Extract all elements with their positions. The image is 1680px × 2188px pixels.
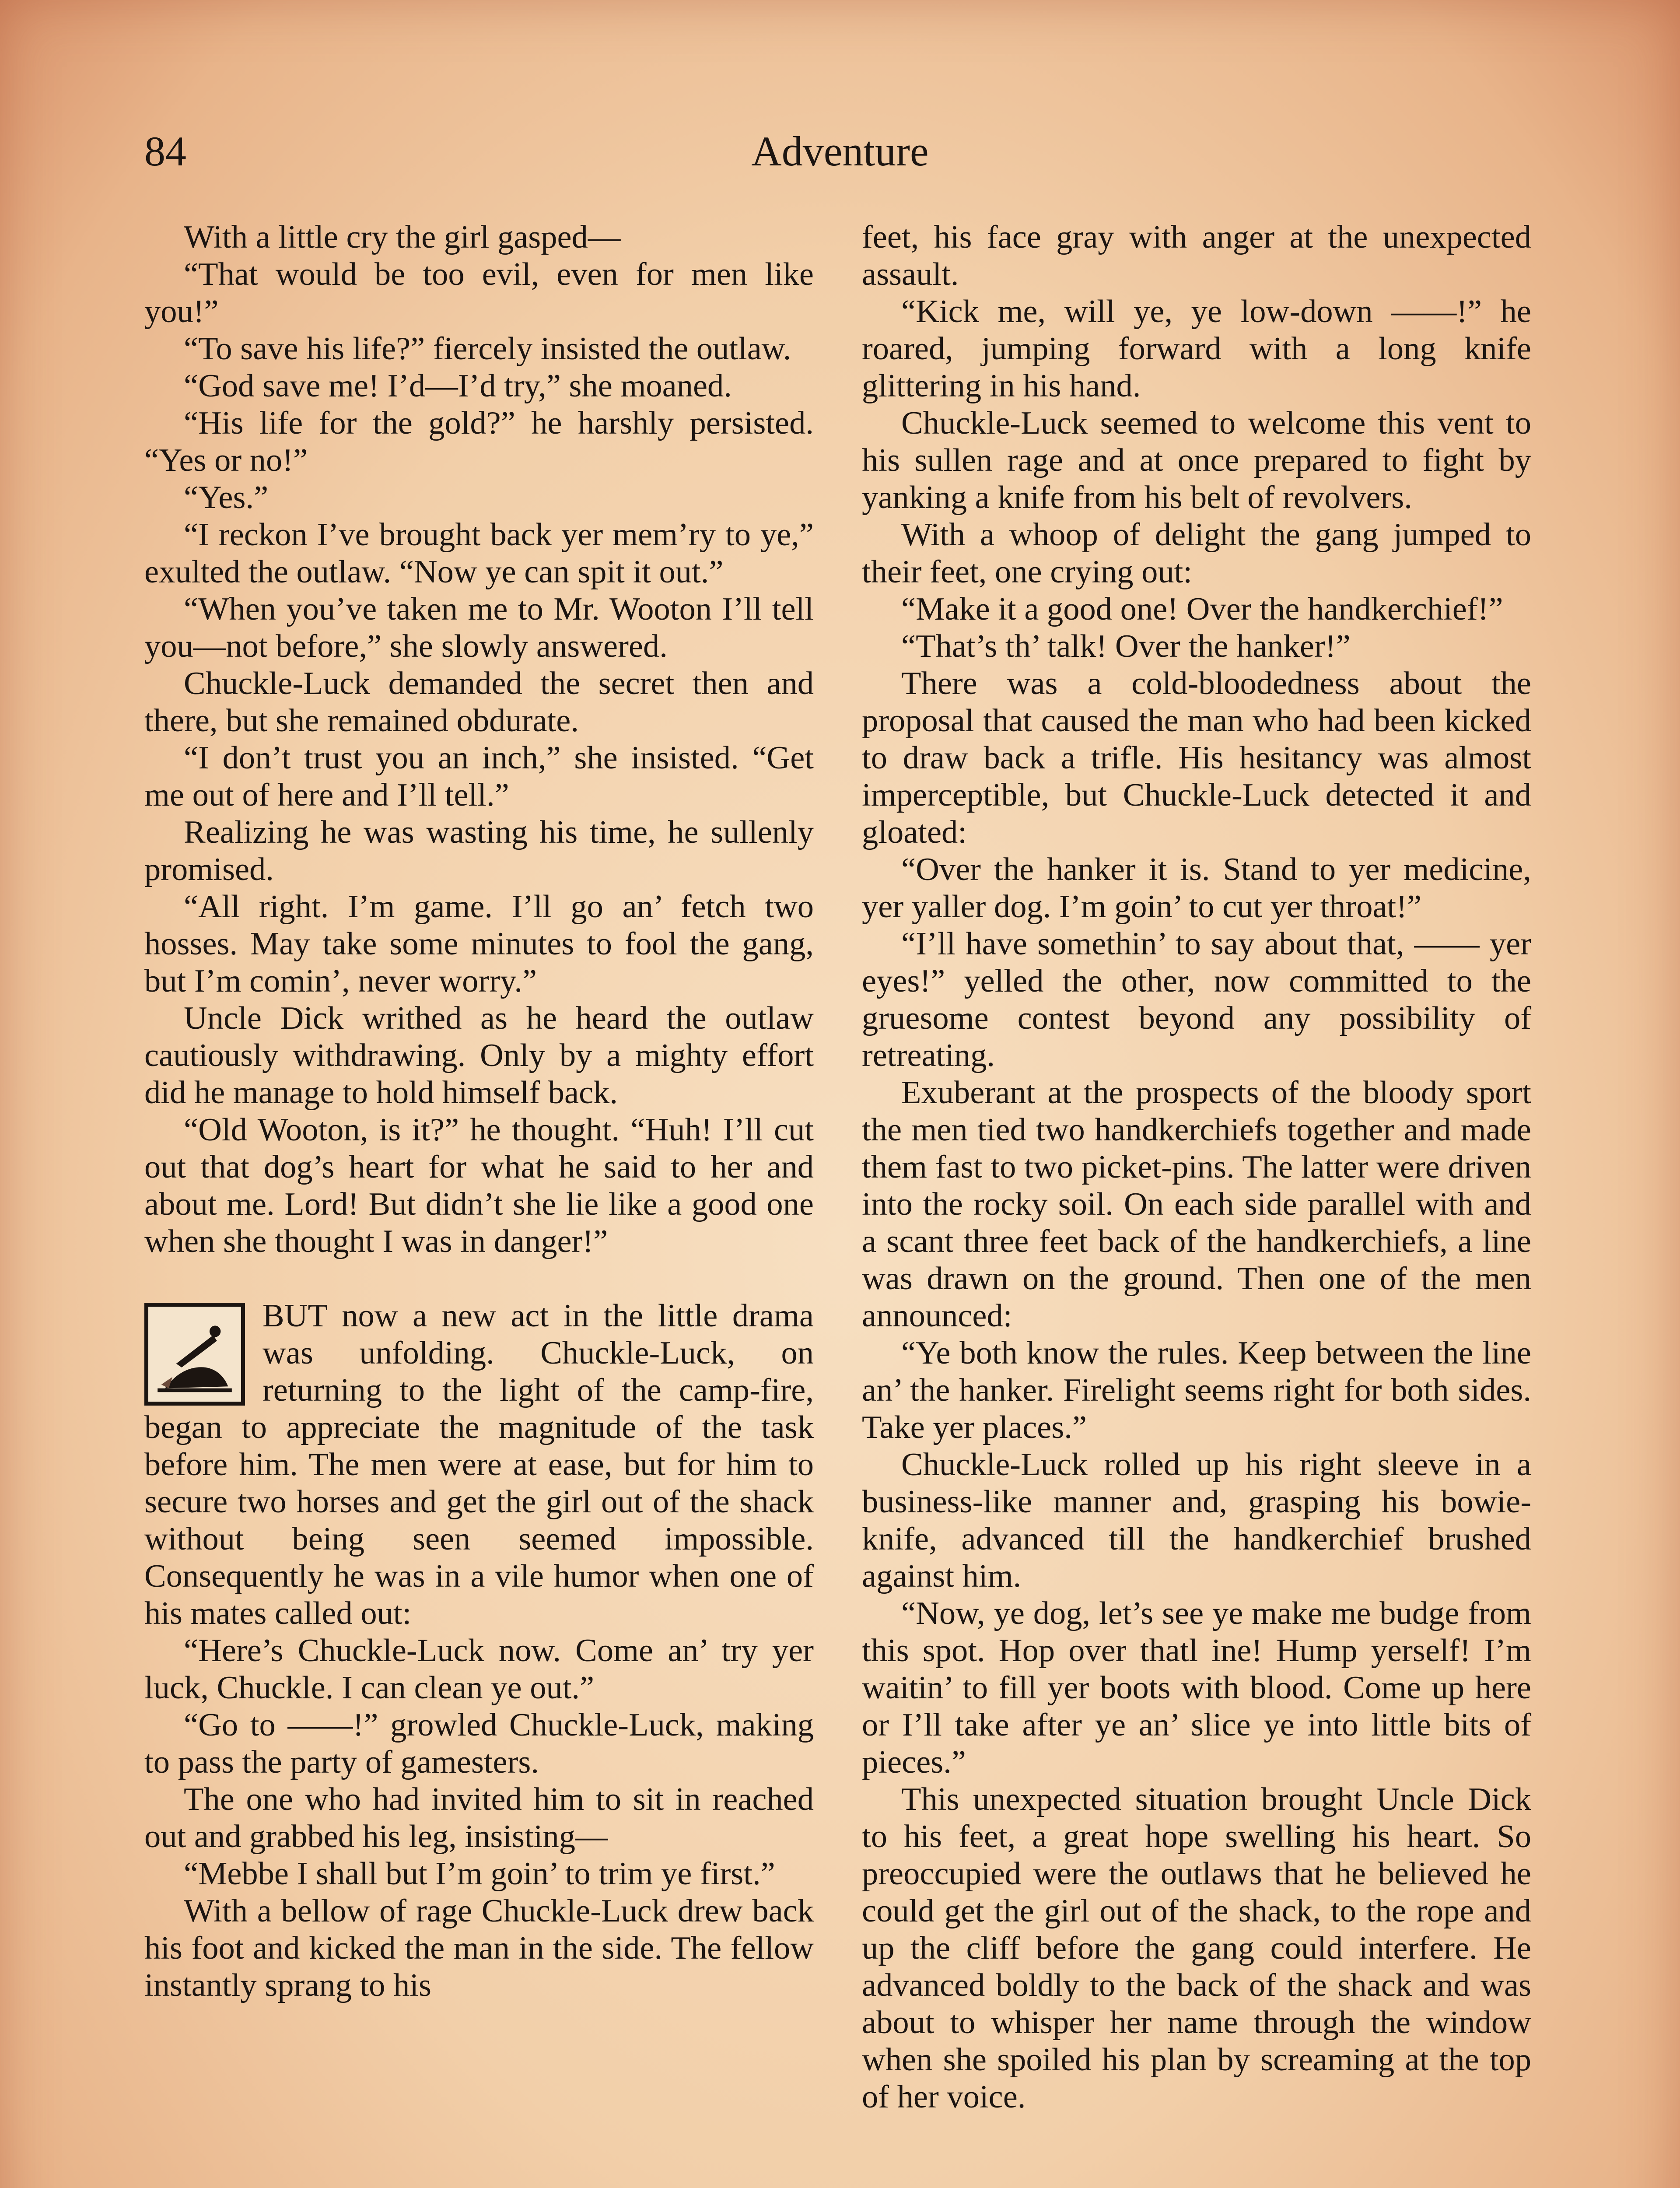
section-opening-paragraph: [144, 1297, 814, 1632]
paragraph: “When you’ve taken me to Mr. Wooton I’ll tell you—not before,” she slowly answered.: [144, 591, 814, 664]
paragraph: “Ye both know the rules. Keep between the line an’ the hanker. Firelight seems right for both sides. Take yer places.”: [862, 1335, 1531, 1445]
paragraph: “I don’t trust you an inch,” she insisted. “Get me out of here and I’ll tell.”: [144, 740, 814, 813]
paragraph: Chuckle-Luck seemed to welcome this vent to his sullen rage and at once prepared to fight by yanking a knife from his belt of revolvers.: [862, 405, 1531, 515]
paragraph: “Kick me, will ye, ye low-down ——!” he roared, jumping forward with a long knife glittering in his hand.: [862, 294, 1531, 404]
paragraph: “Mebbe I shall but I’m goin’ to trim ye first.”: [184, 1856, 775, 1892]
paragraph: Uncle Dick writhed as he heard the outlaw cautiously withdrawing. Only by a mighty effort did he manage to hold himself back.: [144, 1000, 814, 1111]
paragraph: “That would be too evil, even for men like you!”: [144, 256, 814, 330]
paragraph: “God save me! I’d—I’d try,” she moaned.: [184, 368, 732, 404]
paragraph: There was a cold-bloodedness about the proposal that caused the man who had been kicked to draw back a trifle. His hesitancy was almost imperceptible, but Chuckle-Luck detected it and gloated:: [862, 666, 1531, 850]
paragraph: Chuckle-Luck demanded the secret then and there, but she remained obdurate.: [144, 666, 814, 739]
paragraph: “To save his life?” fiercely insisted the outlaw.: [184, 331, 791, 367]
paragraph: This unexpected situation brought Uncle Dick to his feet, a great hope swelling his heart. So preoccupied were the outlaws that he believed he could get the girl out of the shack, to the rope and up the cliff before the gang could interfere. He advanced boldly to the back of the shack and was about to whisper her name through the window when she spoiled his plan by screaming at the top of her voice.: [862, 1781, 1531, 2115]
paragraph: Realizing he was wasting his time, he sullenly promised.: [144, 814, 814, 887]
paragraph: “Go to ——!” growled Chuckle-Luck, making to pass the party of gamesters.: [144, 1707, 814, 1780]
running-title: Adventure: [751, 128, 929, 175]
paragraph: Chuckle-Luck rolled up his right sleeve in a business-like manner and, grasping his bowie-knife, advanced till the handkerchief brushed against him.: [862, 1447, 1531, 1594]
paragraph: “His life for the gold?” he harshly persisted. “Yes or no!”: [144, 405, 814, 478]
paragraph: The one who had invited him to sit in reached out and grabbed his leg, insisting—: [144, 1781, 814, 1855]
paragraph: With a bellow of rage Chuckle-Luck drew back his foot and kicked the man in the side. The fellow instantly sprang to his: [144, 1893, 814, 2003]
right-column: [862, 219, 1531, 2116]
paragraph: “Here’s Chuckle-Luck now. Come an’ try yer luck, Chuckle. I can clean ye out.”: [144, 1633, 814, 1706]
paragraph: With a little cry the girl gasped—: [184, 219, 621, 255]
paragraph: “I’ll have somethin’ to say about that, —— yer eyes!” yelled the other, now committed to the gruesome contest beyond any possibility of retreating.: [862, 926, 1531, 1073]
left-column: [144, 219, 814, 2004]
paragraph: “I reckon I’ve brought back yer mem’ry to ye,” exulted the outlaw. “Now ye can spit it out.”: [144, 517, 814, 590]
paragraph: “Over the hanker it is. Stand to yer medicine, yer yaller dog. I’m goin’ to cut yer throat!”: [862, 852, 1531, 925]
paragraph: “Old Wooton, is it?” he thought. “Huh! I’ll cut out that dog’s heart for what he said to her and about me. Lord! But didn’t she lie like a good one when she thought I was in danger!”: [144, 1112, 814, 1259]
paragraph: “Make it a good one! Over the handkerchief!”: [901, 591, 1503, 627]
paragraph: With a whoop of delight the gang jumped to their feet, one crying out:: [862, 517, 1531, 590]
paragraph: “Yes.”: [184, 480, 269, 515]
paragraph: “That’s th’ talk! Over the hanker!”: [901, 628, 1351, 664]
paragraph: “Now, ye dog, let’s see ye make me budge from this spot. Hop over thatl ine! Hump yerself! I’m waitin’ to fill yer boots with blood. Come up here or I’ll take after ye an’ slice ye into little bits of pieces.”: [862, 1595, 1531, 1780]
page-number: 84: [144, 128, 186, 175]
section-text: now a new act in the little drama was unfolding. Chuckle-Luck, on returning to the light of the camp-fire, began to appreciate the magnitude of the task before him. The men were at ease, but for him to secure two horses and get the girl out of the shack without being seen seemed impossible. Consequently he was in a vile humor when one of his mates called out:: [144, 1298, 814, 1631]
paragraph: Exuberant at the prospects of the bloody sport the men tied two handkerchiefs together and made them fast to two picket-pins. The latter were driven into the rocky soil. On each side parallel with and a scant three feet back of the handkerchiefs, a line was drawn on the ground. Then one of the men announced:: [862, 1075, 1531, 1334]
section-lead-word: BUT: [262, 1298, 327, 1334]
decorative-initial-icon: [144, 1303, 245, 1406]
paragraph-continuation: feet, his face gray with anger at the unexpected assault.: [862, 219, 1531, 292]
paragraph: “All right. I’m game. I’ll go an’ fetch two hosses. May take some minutes to fool the gang, but I’m comin’, never worry.”: [144, 889, 814, 999]
